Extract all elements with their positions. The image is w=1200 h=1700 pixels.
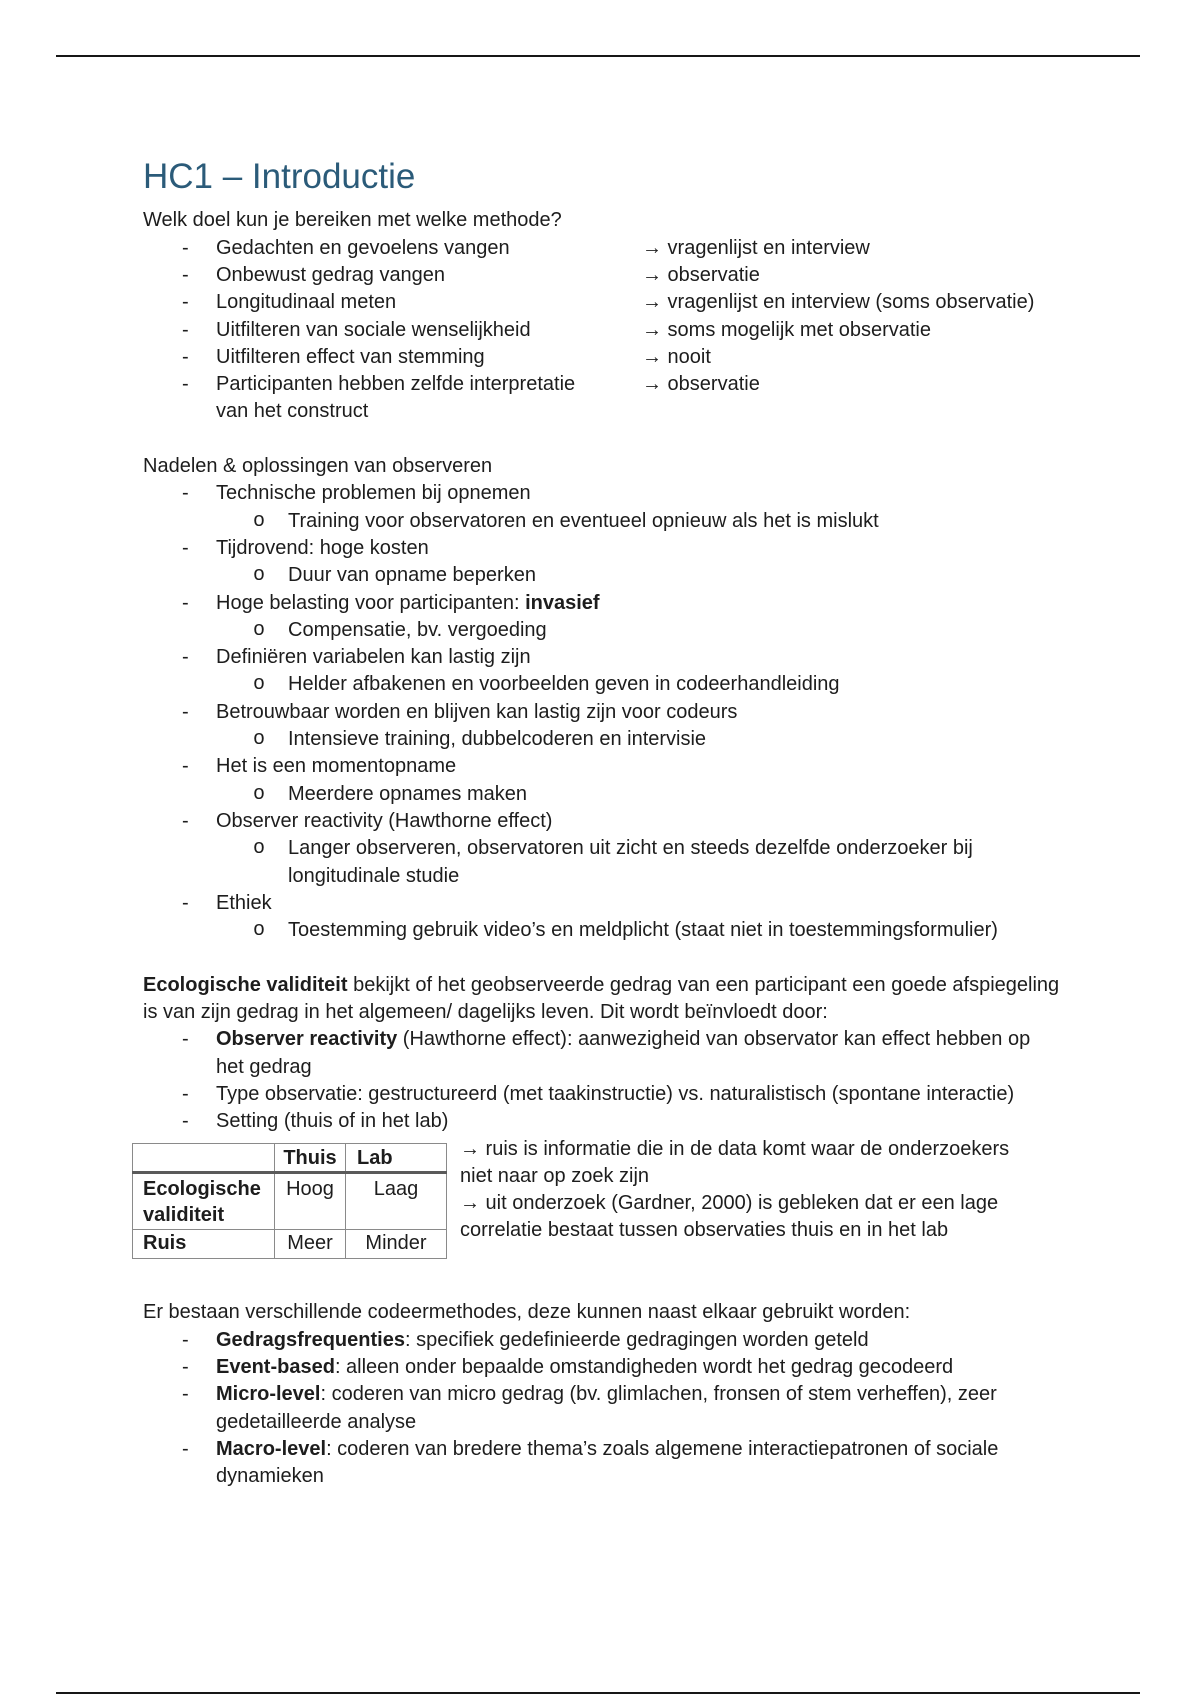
coding-description: dynamieken	[216, 1465, 324, 1488]
method-text: → nooit	[642, 345, 711, 368]
validity-paragraph-line	[143, 999, 1143, 1026]
method-text: → vragenlijst en interview	[642, 236, 870, 259]
drawback-item	[143, 644, 1143, 671]
drawback-item	[143, 890, 1143, 917]
bullet-dash: -	[182, 373, 189, 396]
drawback-item	[143, 753, 1143, 780]
method-text: → observatie	[642, 373, 760, 396]
validity-definition-continuation: is van zijn gedrag in het algemeen/ dagelijks leven. Dit wordt beïnvloedt door:	[143, 1001, 828, 1024]
solution-item	[143, 508, 1143, 535]
goal-text: Participanten hebben zelfde interpretatie	[216, 373, 576, 396]
bullet-dash: -	[182, 591, 189, 614]
validity-factor-item	[143, 1081, 1143, 1108]
goals-section	[143, 207, 1143, 425]
footer-rule	[56, 1692, 1140, 1694]
coding-method	[216, 1354, 953, 1381]
solution-item	[143, 917, 1143, 944]
bullet-dash: -	[182, 1028, 189, 1051]
bullet-circle: o	[253, 919, 266, 943]
coding-description: : specifiek gedefinieerde gedragingen worden geteld	[404, 1328, 869, 1351]
solution-item	[143, 617, 1143, 644]
note-text: → uit onderzoek (Gardner, 2000) is gebleken dat er een lage	[460, 1192, 999, 1215]
bullet-dash: -	[182, 236, 189, 259]
drawback-item	[143, 590, 1143, 617]
method-text: → vragenlijst en interview (soms observatie)	[642, 291, 1035, 314]
method-text: → observatie	[642, 263, 760, 286]
note-line	[460, 1190, 1180, 1217]
solution-text: Toestemming gebruik video’s en meldplicht (staat niet in toestemmingsformulier)	[288, 919, 998, 942]
drawbacks-section	[143, 453, 1143, 944]
row-label: validiteit	[143, 1204, 225, 1226]
validity-section	[143, 972, 1143, 1136]
solution-item	[143, 726, 1143, 753]
drawback-text: Technische problemen bij opnemen	[216, 482, 531, 505]
row-label-cell	[133, 1230, 275, 1259]
solution-text: Training voor observatoren en eventueel opnieuw als het is mislukt	[288, 509, 879, 532]
factor-term: Observer reactivity	[216, 1028, 398, 1051]
bullet-dash: -	[182, 1082, 189, 1105]
bullet-dash: -	[182, 536, 189, 559]
page-title: HC1 – Introductie	[143, 157, 416, 196]
goal-item	[143, 317, 1143, 344]
table-cell: Laag	[346, 1173, 447, 1230]
validity-definition: bekijkt of het geobserveerde gedrag van een participant een goede afspiegeling	[347, 973, 1060, 996]
solution-text: Helder afbakenen en voorbeelden geven in codeerhandleiding	[288, 673, 840, 696]
coding-term: Event-based	[216, 1355, 335, 1378]
drawback-text: Definiëren variabelen kan lastig zijn	[216, 646, 531, 669]
factor-text: Setting (thuis of in het lab)	[216, 1110, 449, 1133]
row-label: Ruis	[143, 1232, 187, 1254]
table-cell: Meer	[275, 1230, 346, 1259]
goal-text: Longitudinaal meten	[216, 291, 397, 314]
solution-text: Duur van opname beperken	[288, 564, 536, 587]
goal-item	[143, 262, 1143, 289]
solution-text: Compensatie, bv. vergoeding	[288, 618, 547, 641]
drawback-item	[143, 480, 1143, 507]
bullet-dash: -	[182, 1328, 189, 1351]
bullet-dash: -	[182, 291, 189, 314]
table-cell: Hoog	[275, 1173, 346, 1230]
setting-comparison-table	[132, 1143, 447, 1259]
goals-heading: Welk doel kun je bereiken met welke methode?	[143, 209, 562, 232]
bullet-circle: o	[253, 837, 266, 861]
factor-text: het gedrag	[216, 1055, 312, 1078]
validity-factor	[216, 1026, 1030, 1053]
method-text: → soms mogelijk met observatie	[642, 318, 931, 341]
solution-item-continuation	[143, 863, 1143, 890]
bullet-dash: -	[182, 700, 189, 723]
bullet-dash: -	[182, 755, 189, 778]
drawback-item	[143, 699, 1143, 726]
drawback-text: Hoge belasting voor participanten:	[216, 591, 526, 614]
bullet-dash: -	[182, 482, 189, 505]
goal-text: Uitfilteren effect van stemming	[216, 345, 485, 368]
coding-description: : coderen van bredere thema’s zoals algemene interactiepatronen of sociale	[326, 1437, 999, 1460]
bullet-dash: -	[182, 318, 189, 341]
bullet-dash: -	[182, 809, 189, 832]
note-text: niet naar op zoek zijn	[460, 1164, 650, 1187]
drawback-text: Tijdrovend: hoge kosten	[216, 536, 429, 559]
goal-item	[143, 289, 1143, 316]
bullet-dash: -	[182, 646, 189, 669]
bullet-dash: -	[182, 1110, 189, 1133]
validity-factor-item	[143, 1108, 1143, 1135]
row-label: Ecologische	[143, 1178, 261, 1200]
bullet-dash: -	[182, 345, 189, 368]
table-row	[133, 1173, 447, 1230]
coding-item	[143, 1327, 1143, 1354]
coding-heading-line	[143, 1299, 1143, 1326]
row-label-cell	[133, 1173, 275, 1230]
bullet-dash: -	[182, 263, 189, 286]
coding-description: : alleen onder bepaalde omstandigheden wordt het gedrag gecodeerd	[334, 1355, 954, 1378]
solution-text: Meerdere opnames maken	[288, 782, 528, 805]
note-text: correlatie bestaat tussen observaties thuis en in het lab	[460, 1219, 949, 1242]
coding-section	[143, 1299, 1143, 1490]
coding-term: Macro-level	[216, 1437, 327, 1460]
goal-text: Onbewust gedrag vangen	[216, 263, 446, 286]
drawback-item	[143, 808, 1143, 835]
factor-text: Type observatie: gestructureerd (met taakinstructie) vs. naturalistisch (spontane interactie)	[216, 1082, 1015, 1105]
goal-item	[143, 371, 1143, 398]
drawbacks-heading-line	[143, 453, 1143, 480]
bullet-dash: -	[182, 1355, 189, 1378]
goal-text: Uitfilteren van sociale wenselijkheid	[216, 318, 531, 341]
solution-item	[143, 671, 1143, 698]
table-corner-cell	[133, 1144, 275, 1173]
coding-method	[216, 1436, 998, 1463]
bullet-circle: o	[253, 618, 266, 642]
bullet-circle: o	[253, 564, 266, 588]
drawback-text-group	[216, 590, 600, 617]
goal-text: van het construct	[216, 400, 369, 423]
bullet-circle: o	[253, 728, 266, 752]
coding-term: Micro-level	[216, 1383, 321, 1406]
validity-factor-continuation	[143, 1054, 1143, 1081]
drawback-text: Ethiek	[216, 891, 272, 914]
coding-term: Gedragsfrequenties	[216, 1328, 405, 1351]
goal-item-continuation	[143, 398, 1143, 425]
column-header-lab: Lab	[346, 1144, 447, 1173]
note-text: → ruis is informatie die in de data komt waar de onderzoekers	[460, 1137, 1010, 1160]
coding-item	[143, 1381, 1143, 1408]
solution-item	[143, 781, 1143, 808]
table-cell: Minder	[346, 1230, 447, 1259]
goal-item	[143, 344, 1143, 371]
solution-item	[143, 835, 1143, 862]
factor-text: (Hawthorne effect): aanwezigheid van observator kan effect hebben op	[397, 1028, 1031, 1051]
bullet-circle: o	[253, 673, 266, 697]
drawback-text: Het is een momentopname	[216, 755, 457, 778]
goal-text: Gedachten en gevoelens vangen	[216, 236, 510, 259]
bullet-circle: o	[253, 782, 266, 806]
drawback-emphasis: invasief	[525, 591, 600, 614]
coding-item-continuation	[143, 1409, 1143, 1436]
coding-method	[216, 1381, 997, 1408]
bullet-dash: -	[182, 1383, 189, 1406]
bullet-dash: -	[182, 1437, 189, 1460]
coding-description: gedetailleerde analyse	[216, 1410, 417, 1433]
bullet-circle: o	[253, 509, 266, 533]
coding-item	[143, 1354, 1143, 1381]
validity-factor-item	[143, 1026, 1143, 1053]
drawbacks-heading: Nadelen & oplossingen van observeren	[143, 455, 493, 478]
solution-text: longitudinale studie	[288, 864, 460, 887]
goals-heading-line	[143, 207, 1143, 234]
note-line	[460, 1217, 1180, 1244]
table-header-row	[133, 1144, 447, 1173]
drawback-text: Observer reactivity (Hawthorne effect)	[216, 809, 553, 832]
table-notes	[460, 1136, 1180, 1245]
coding-item	[143, 1436, 1143, 1463]
goal-item	[143, 235, 1143, 262]
drawback-item	[143, 535, 1143, 562]
validity-paragraph	[143, 972, 1059, 999]
coding-method	[216, 1327, 869, 1354]
note-line	[460, 1163, 1180, 1190]
validity-term: Ecologische validiteit	[143, 973, 348, 996]
header-rule	[56, 55, 1140, 57]
drawback-text: Betrouwbaar worden en blijven kan lastig zijn voor codeurs	[216, 700, 738, 723]
note-line	[460, 1136, 1180, 1163]
bullet-dash: -	[182, 891, 189, 914]
column-header-thuis: Thuis	[275, 1144, 346, 1173]
coding-item-continuation	[143, 1463, 1143, 1490]
coding-description: : coderen van micro gedrag (bv. glimlachen, fronsen of stem verheffen), zeer	[320, 1383, 997, 1406]
solution-text: Langer observeren, observatoren uit zicht en steeds dezelfde onderzoeker bij	[288, 837, 973, 860]
validity-paragraph-line	[143, 972, 1143, 999]
solution-item	[143, 562, 1143, 589]
table-row	[133, 1230, 447, 1259]
coding-heading: Er bestaan verschillende codeermethodes, deze kunnen naast elkaar gebruikt worden:	[143, 1301, 911, 1324]
solution-text: Intensieve training, dubbelcoderen en intervisie	[288, 728, 707, 751]
